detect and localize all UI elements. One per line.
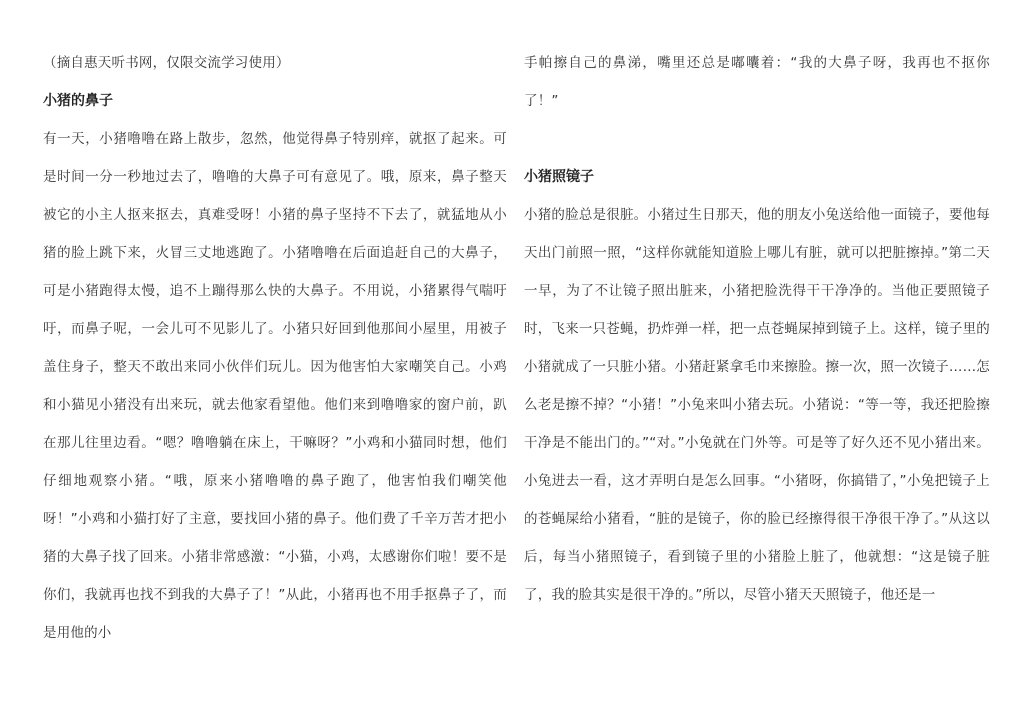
paragraph-gap: [524, 120, 990, 158]
story1-continuation: 手帕擦自己的鼻涕，嘴里还总是嘟囔着：“我的大鼻子呀，我再也不抠你了！”: [524, 55, 990, 109]
left-column: [43, 44, 507, 652]
source-note: （摘自惠天听书网，仅限交流学习使用）: [43, 55, 290, 71]
story2-text: 小猪的脸总是很脏。小猪过生日那天，他的朋友小兔送给他一面镜子，要他每天出门前照一照，“这样你就能知道脸上哪儿有脏，就可以把脏擦掉。”第二天一早，为了不让镜子照出脏来，小猪把脸洗得干干净净的。当他正要照镜子时，飞来一只苍蝇，扔炸弹一样，把一点苍蝇屎掉到镜子上。这样，镜子里的小猪就成了一只脏小猪。小猪赶紧拿毛巾来擦脸。擦一次，照一次镜子……怎么老是擦不掉？“小猪！”小兔来叫小猪去玩。小猪说：“等一等，我还把脸擦干净是不能出门的。”“对。”小兔就在门外等。可是等了好久还不见小猪出来。小兔进去一看，这才弄明白是怎么回事。“小猪呀，你搞错了，”小兔把镜子上的苍蝇屎给小猪看，“脏的是镜子，你的脸已经擦得很干净很干净了。”从这以后，每当小猪照镜子，看到镜子里的小猪脸上脏了，他就想：“这是镜子脏了，我的脸其实是很干净的。”所以，尽管小猪天天照镜子，他还是一: [524, 207, 990, 603]
story1-text: 有一天，小猪噜噜在路上散步，忽然，他觉得鼻子特别痒，就抠了起来。可是时间一分一秒地过去了，噜噜的大鼻子可有意见了。哦，原来，鼻子整天被它的小主人抠来抠去，真难受呀！小猪的鼻子坚持不下去了，就猛地从小猪的脸上跳下来，火冒三丈地逃跑了。小猪噜噜在后面追赶自己的大鼻子，可是小猪跑得太慢，追不上蹦得那么快的大鼻子。不用说，小猪累得气喘吁吁，而鼻子呢，一会儿可不见影儿了。小猪只好回到他那间小屋里，用被子盖住身子，整天不敢出来同小伙伴们玩儿。因为他害怕大家嘲笑自己。小鸡和小猫见小猪没有出来玩，就去他家看望他。他们来到噜噜家的窗户前，趴在那儿往里边看。“嗯？噜噜躺在床上，干嘛呀？”小鸡和小猫同时想，他们仔细地观察小猪。“哦，原来小猪噜噜的鼻子跑了，他害怕我们嘲笑他呀！”小鸡和小猫打好了主意，要找回小猪的鼻子。他们费了千辛万苦才把小猪的大鼻子找了回来。小猪非常感激：“小猫，小鸡，太感谢你们啦！要不是你们，我就再也找不到我的大鼻子了！”从此，小猪再也不用手抠鼻子了，而是用他的小: [43, 131, 507, 641]
story1-title: 小猪的鼻子: [43, 93, 113, 109]
story2-title: 小猪照镜子: [524, 169, 594, 185]
right-column: [524, 44, 990, 614]
